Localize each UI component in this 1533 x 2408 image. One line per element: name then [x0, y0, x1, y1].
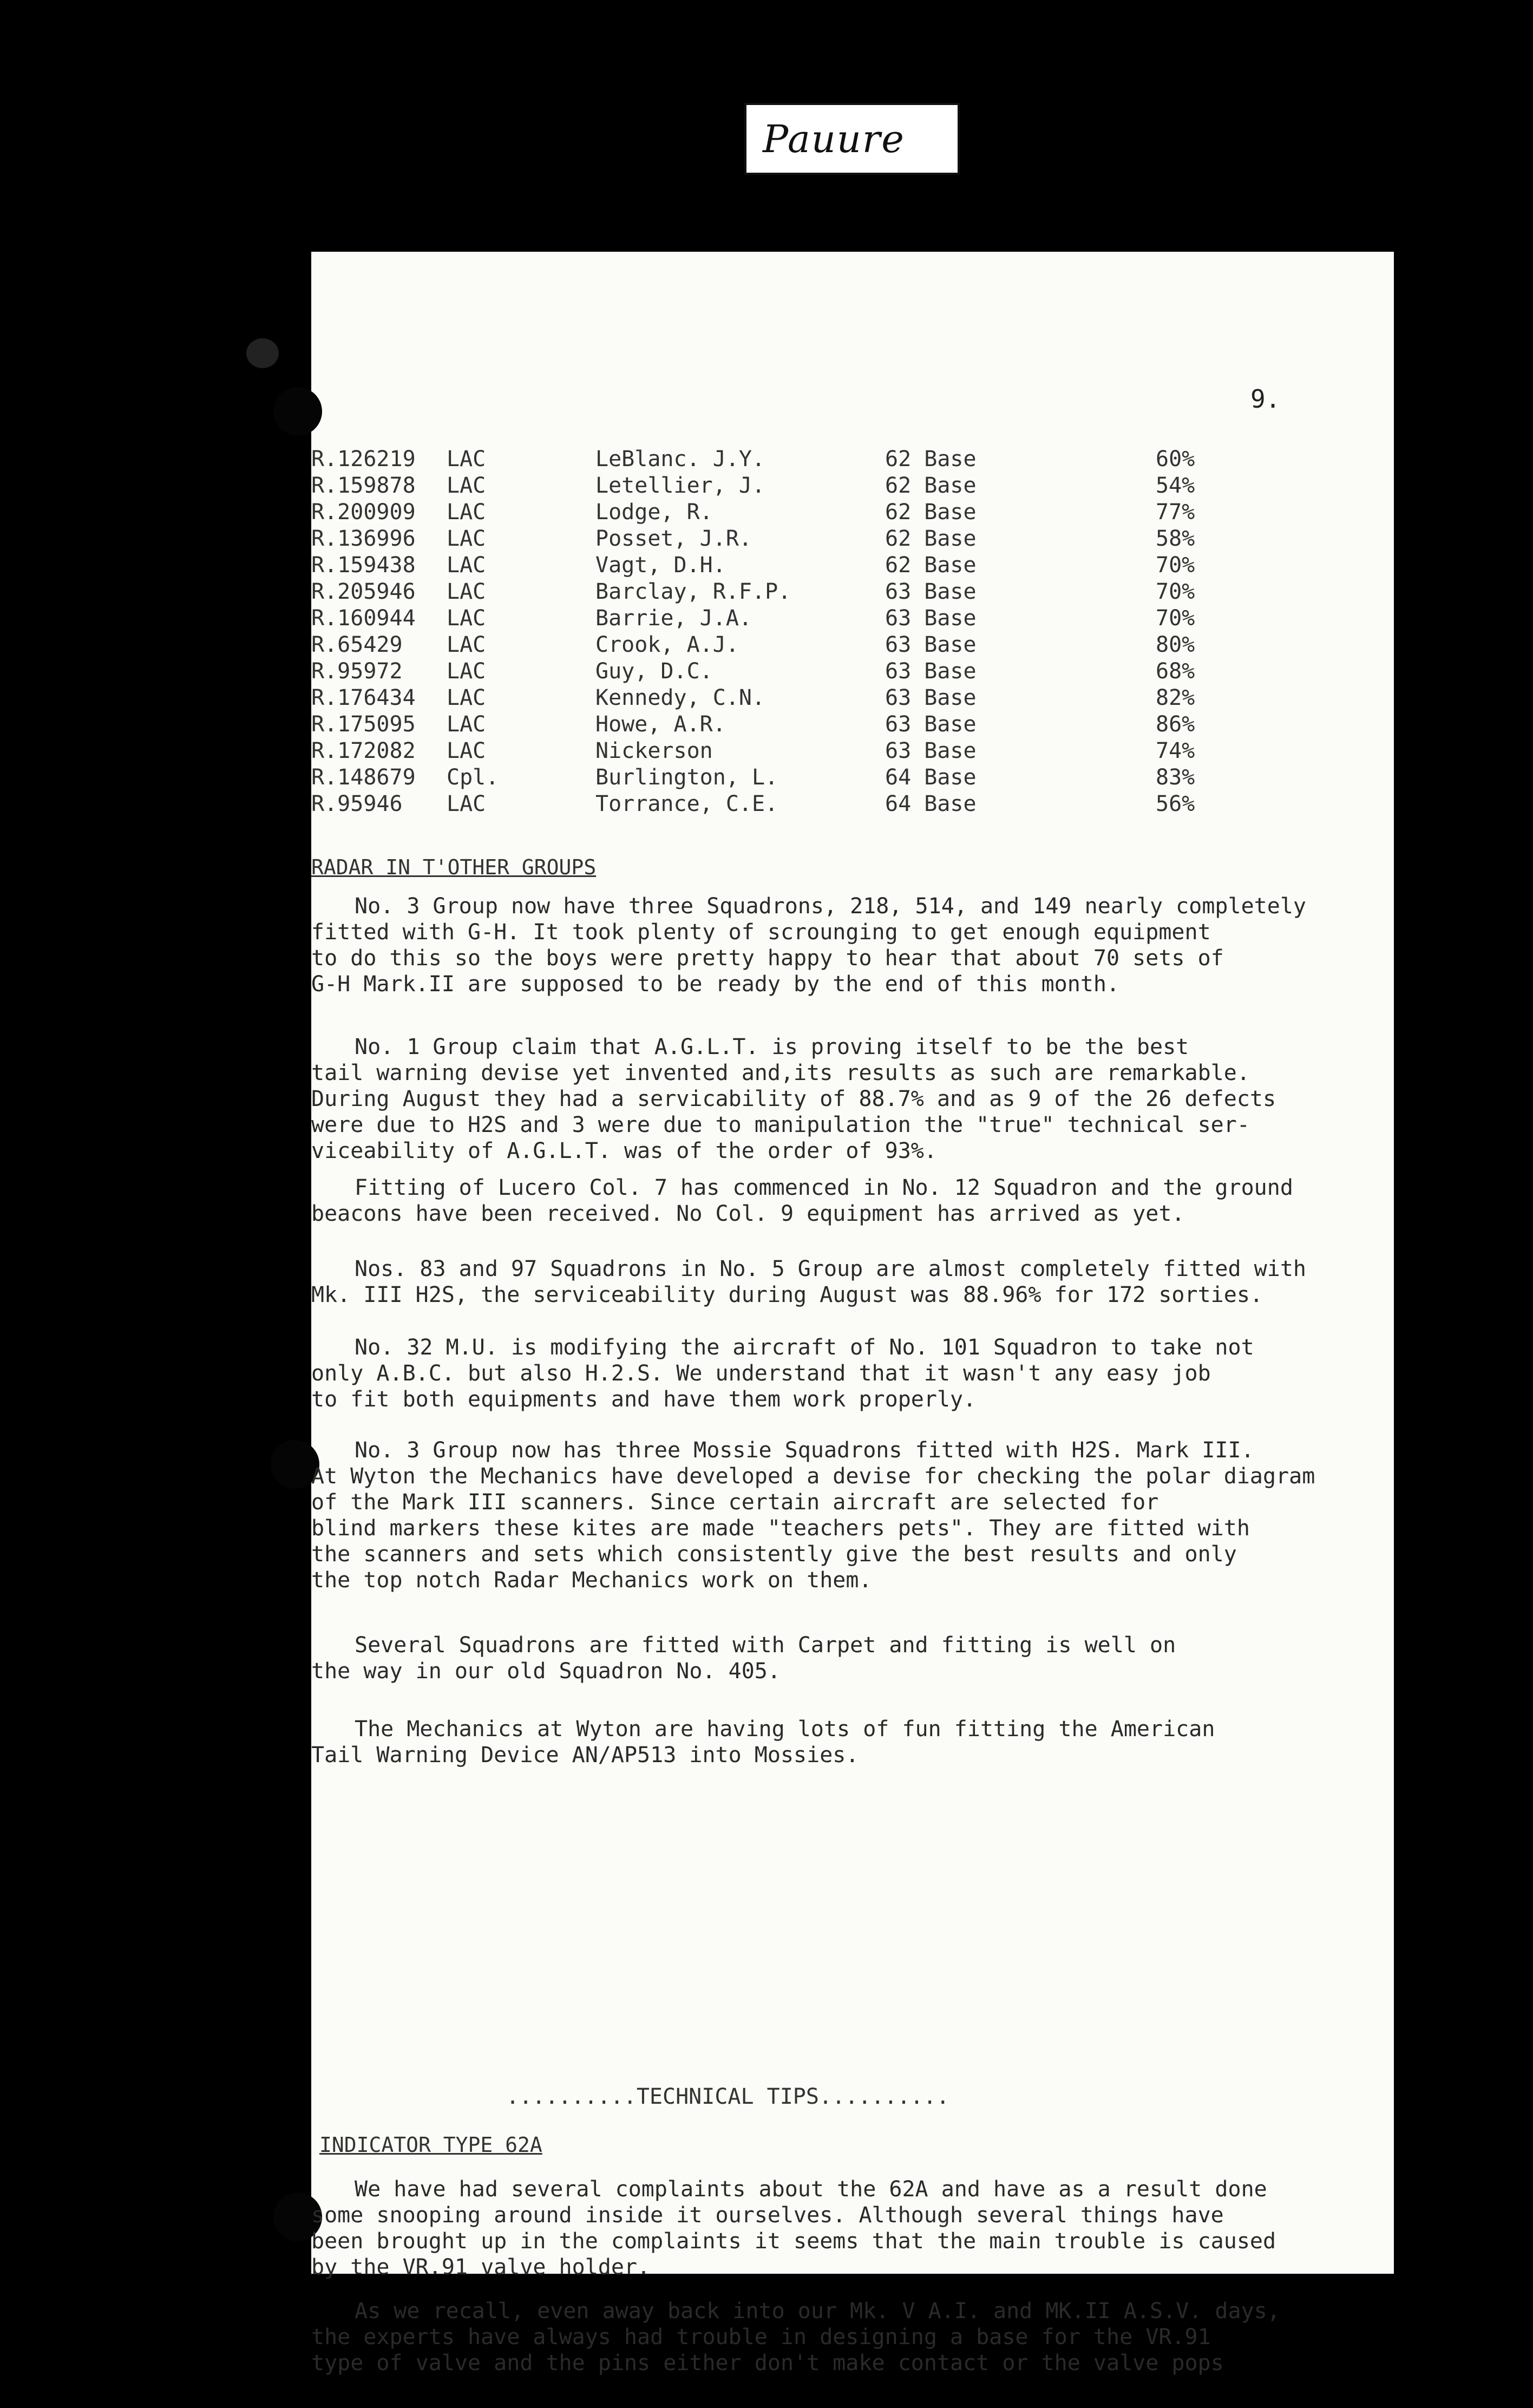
rank: Cpl.	[447, 765, 499, 790]
rank: LAC	[447, 659, 486, 684]
unit: 64 Base	[885, 791, 977, 816]
person-name: Kennedy, C.N.	[595, 685, 765, 710]
text-line: No. 32 M.U. is modifying the aircraft of No. 101 Squadron to take not	[355, 1335, 1254, 1360]
paragraph	[311, 893, 1356, 997]
percent-score: 82%	[1156, 685, 1195, 710]
service-number: R.159878	[311, 473, 416, 498]
text-line: At Wyton the Mechanics have developed a devise for checking the polar diagram	[311, 1464, 1315, 1489]
unit: 62 Base	[885, 447, 977, 472]
rank: LAC	[447, 606, 486, 631]
person-name: Guy, D.C.	[595, 659, 713, 684]
text-line: of the Mark III scanners. Since certain aircraft are selected for	[311, 1490, 1159, 1515]
percent-score: 70%	[1156, 606, 1195, 631]
person-name: Barclay, R.F.P.	[595, 579, 791, 604]
document-page	[311, 252, 1394, 2376]
rank: LAC	[447, 685, 486, 710]
person-name: Letellier, J.	[595, 473, 765, 498]
percent-score: 60%	[1156, 447, 1195, 472]
unit: 63 Base	[885, 579, 977, 604]
person-name: Nickerson	[595, 738, 713, 763]
paragraph	[311, 1632, 1356, 1684]
percent-score: 77%	[1156, 500, 1195, 525]
percent-score: 70%	[1156, 553, 1195, 578]
rank: LAC	[447, 473, 486, 498]
person-name: Posset, J.R.	[595, 526, 752, 551]
text-line: Nos. 83 and 97 Squadrons in No. 5 Group are almost completely fitted with	[355, 1257, 1306, 1281]
service-number: R.176434	[311, 685, 416, 710]
text-line: the way in our old Squadron No. 405.	[311, 1659, 781, 1684]
unit: 63 Base	[885, 685, 977, 710]
page-number: 9.	[1250, 384, 1281, 414]
text-line: the scanners and sets which consistently give the best results and only	[311, 1542, 1237, 1567]
paragraph	[311, 1437, 1356, 1593]
section-heading-indicator: INDICATOR TYPE 62A	[319, 2133, 542, 2157]
technical-tips-divider: ..........TECHNICAL TIPS..........	[506, 2084, 949, 2109]
rank: LAC	[447, 791, 486, 816]
percent-score: 80%	[1156, 632, 1195, 657]
rank: LAC	[447, 447, 486, 472]
text-line: beacons have been received. No Col. 9 equipment has arrived as yet.	[311, 1201, 1185, 1226]
handwritten-tag	[744, 103, 960, 175]
percent-score: 74%	[1156, 738, 1195, 763]
text-line: by the VR.91 valve holder.	[311, 2255, 651, 2280]
text-line: We have had several complaints about the 62A and have as a result done	[355, 2177, 1267, 2202]
text-line: During August they had a servicability of 88.7% and as 9 of the 26 defects	[311, 1087, 1276, 1111]
service-number: R.136996	[311, 526, 416, 551]
text-line: Fitting of Lucero Col. 7 has commenced in No. 12 Squadron and the ground	[355, 1175, 1293, 1200]
service-number: R.205946	[311, 579, 416, 604]
text-line: the top notch Radar Mechanics work on them.	[311, 1568, 872, 1593]
text-line: the experts have always had trouble in designing a base for the VR.91	[311, 2325, 1211, 2350]
text-line: viceability of A.G.L.T. was of the order of 93%.	[311, 1138, 937, 1163]
rank: LAC	[447, 712, 486, 737]
person-name: Vagt, D.H.	[595, 553, 726, 578]
service-number: R.160944	[311, 606, 416, 631]
text-line: As we recall, even away back into our Mk. V A.I. and MK.II A.S.V. days,	[355, 2299, 1280, 2324]
text-line: were due to H2S and 3 were due to manipulation the "true" technical ser-	[311, 1113, 1250, 1137]
unit: 63 Base	[885, 606, 977, 631]
paragraph	[311, 2298, 1356, 2376]
text-line: been brought up in the complaints it seems that the main trouble is caused	[311, 2229, 1276, 2254]
rank: LAC	[447, 553, 486, 578]
text-line: Several Squadrons are fitted with Carpet and fitting is well on	[355, 1633, 1176, 1658]
text-line: blind markers these kites are made "teachers pets". They are fitted with	[311, 1516, 1250, 1541]
service-number: R.126219	[311, 447, 416, 472]
text-line: only A.B.C. but also H.2.S. We understand that it wasn't any easy job	[311, 1361, 1211, 1386]
paragraph	[311, 2176, 1356, 2280]
person-name: LeBlanc. J.Y.	[595, 447, 765, 472]
text-line: fitted with G-H. It took plenty of scrounging to get enough equipment	[311, 920, 1211, 945]
text-line: G-H Mark.II are supposed to be ready by the end of this month.	[311, 972, 1120, 997]
roster-row	[311, 712, 1394, 739]
person-name: Crook, A.J.	[595, 632, 739, 657]
unit: 63 Base	[885, 632, 977, 657]
rank: LAC	[447, 500, 486, 525]
paragraph	[311, 1175, 1356, 1227]
unit: 62 Base	[885, 500, 977, 525]
service-number: R.95972	[311, 659, 403, 684]
percent-score: 54%	[1156, 473, 1195, 498]
service-number: R.175095	[311, 712, 416, 737]
percent-score: 83%	[1156, 765, 1195, 790]
service-number: R.95946	[311, 791, 403, 816]
roster-row	[311, 738, 1394, 765]
section-heading-radar-groups: RADAR IN T'OTHER GROUPS	[311, 855, 597, 879]
roster-row	[311, 526, 1394, 553]
roster-row	[311, 659, 1394, 686]
percent-score: 68%	[1156, 659, 1195, 684]
service-number: R.159438	[311, 553, 416, 578]
paragraph	[311, 1256, 1356, 1308]
unit: 62 Base	[885, 553, 977, 578]
text-line: No. 3 Group now has three Mossie Squadrons fitted with H2S. Mark III.	[355, 1438, 1254, 1463]
tag-text: Pauure	[763, 117, 905, 161]
person-name: Howe, A.R.	[595, 712, 726, 737]
unit: 62 Base	[885, 526, 977, 551]
service-number: R.200909	[311, 500, 416, 525]
text-line: Mk. III H2S, the serviceability during August was 88.96% for 172 sorties.	[311, 1282, 1263, 1307]
rank: LAC	[447, 579, 486, 604]
roster-row	[311, 632, 1394, 659]
roster-row	[311, 606, 1394, 633]
paragraph	[311, 1334, 1356, 1412]
service-number: R.65429	[311, 632, 403, 657]
unit: 64 Base	[885, 765, 977, 790]
text-line: No. 3 Group now have three Squadrons, 218, 514, and 149 nearly completely	[355, 894, 1306, 919]
roster-row	[311, 553, 1394, 580]
unit: 63 Base	[885, 712, 977, 737]
roster-row	[311, 447, 1394, 474]
person-name: Torrance, C.E.	[595, 791, 778, 816]
text-line: type of valve and the pins either don't make contact or the valve pops	[311, 2351, 1224, 2376]
unit: 63 Base	[885, 738, 977, 763]
percent-score: 56%	[1156, 791, 1195, 816]
text-line: The Mechanics at Wyton are having lots of fun fitting the American	[355, 1717, 1215, 1742]
roster-row	[311, 473, 1394, 500]
paragraph	[311, 1034, 1356, 1164]
percent-score: 70%	[1156, 579, 1195, 604]
roster-row	[311, 500, 1394, 527]
service-number: R.172082	[311, 738, 416, 763]
roster-row	[311, 791, 1394, 819]
text-line: some snooping around inside it ourselves. Although several things have	[311, 2203, 1224, 2228]
percent-score: 58%	[1156, 526, 1195, 551]
text-line: No. 1 Group claim that A.G.L.T. is proving itself to be the best	[355, 1035, 1189, 1059]
service-number: R.148679	[311, 765, 416, 790]
rank: LAC	[447, 738, 486, 763]
person-name: Lodge, R.	[595, 500, 713, 525]
person-name: Burlington, L.	[595, 765, 778, 790]
punch-hole	[273, 387, 322, 436]
unit: 63 Base	[885, 659, 977, 684]
paragraph	[311, 1716, 1356, 1768]
ink-blot	[246, 338, 279, 368]
rank: LAC	[447, 526, 486, 551]
text-line: tail warning devise yet invented and,its results as such are remarkable.	[311, 1061, 1250, 1085]
roster-row	[311, 765, 1394, 792]
text-line: to fit both equipments and have them work properly.	[311, 1387, 977, 1412]
roster-row	[311, 685, 1394, 712]
percent-score: 86%	[1156, 712, 1195, 737]
text-line: to do this so the boys were pretty happy to hear that about 70 sets of	[311, 946, 1224, 971]
unit: 62 Base	[885, 473, 977, 498]
rank: LAC	[447, 632, 486, 657]
text-line: Tail Warning Device AN/AP513 into Mossies.	[311, 1743, 859, 1768]
roster-row	[311, 579, 1394, 606]
person-name: Barrie, J.A.	[595, 606, 752, 631]
